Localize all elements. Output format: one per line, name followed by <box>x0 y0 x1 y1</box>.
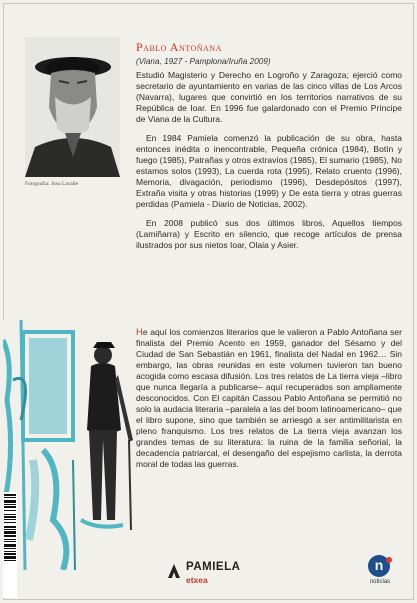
author-header <box>136 40 401 66</box>
isbn-barcode <box>3 492 17 598</box>
bio-paragraph: En 2008 publicó sus dos últimos libros, Aquellos tiempos (Lamiñarra) y Escrito en silencio, que recoge artículos de prensa ilustrados por sus nietos Ioar, Olaia y Asier. <box>136 218 402 250</box>
author-biography <box>136 70 402 251</box>
back-cover-blurb <box>136 327 402 470</box>
author-photo <box>25 37 120 177</box>
photo-credit: Fotografía: Josu Lacalle <box>25 181 79 187</box>
author-portrait-image <box>25 37 120 177</box>
barcode-bars <box>3 492 17 598</box>
soldier-illustration-image <box>3 320 143 570</box>
partner-name: noticias <box>369 579 391 585</box>
cover-illustration <box>3 320 143 570</box>
partner-logo <box>362 555 398 591</box>
author-name: Pablo Antoñana <box>136 40 222 54</box>
bio-paragraph: Estudió Magisterio y Derecho en Logroño y Zaragoza; ejerció como secretario de ayuntamiento en varias de las cinco villas de Los Arcos (Navarra), lugares que convirtió en los territorios narrativos de su República de Ioar. En 1996 fue galardonado con el Premio Príncipe de Viana de la Cultura. <box>136 70 402 124</box>
dropcap-letter: H <box>136 327 143 338</box>
partner-initial-icon: n <box>368 555 390 577</box>
blurb-text: e aquí los comienzos literarios que le valieron a Pablo Antoñana ser finalista del Premio Acento en 1959, ganador del Sésamo y del Ciudad de San Sebastián en 1961, finalista del Nadal en 1962… Sin embargo, las obras reunidas en este volumen tuvieron tan bueno acogida como escasa difusión. Los tres relatos de La tierra vieja –libro que nunca llegaría a publicarse– aquí recuperados son ampliamente desconocidos. Con El capitán Cassou Pablo Antoñana se permitió no solo la audacia literaria –paralela a las del boom latinoamericano– que el libro supone, sino que también se arriesgó a ser antimilitarista en pleno franquismo. Los tres relatos de La tierra vieja avanzan los grandes temas de su literatura: la ruina de la familia señorial, la decadencia patriarcal, el desengaño del espejismo carlista, la derrota moral de todas las guerras. <box>136 327 402 469</box>
publisher-logo <box>166 558 256 588</box>
author-dates: (Viana, 1927 - Pamplona/Iruña 2009) <box>136 57 271 66</box>
publisher-name: PAMIELA <box>186 561 241 573</box>
bio-paragraph: En 1984 Pamiela comenzó la publicación de su obra, hasta entonces inédita o inencontrable, Pequeña crónica (1984), Botín y fuego (1985), Patrañas y otros extravíos (1985), El sumario (1985), No estamos solos (1993), La cuerda rota (1995), Relato cruento (1996), Memoria, divagación, periodismo (1996), Desdepósitos (1997), Extraña visita y otras historias (1999) y De esta tierra y otras guerras perdidas (Pamiela - Diario de Noticias, 2002). <box>136 133 402 209</box>
publisher-subname: etxea <box>186 575 208 585</box>
publisher-mark-icon <box>166 562 182 580</box>
